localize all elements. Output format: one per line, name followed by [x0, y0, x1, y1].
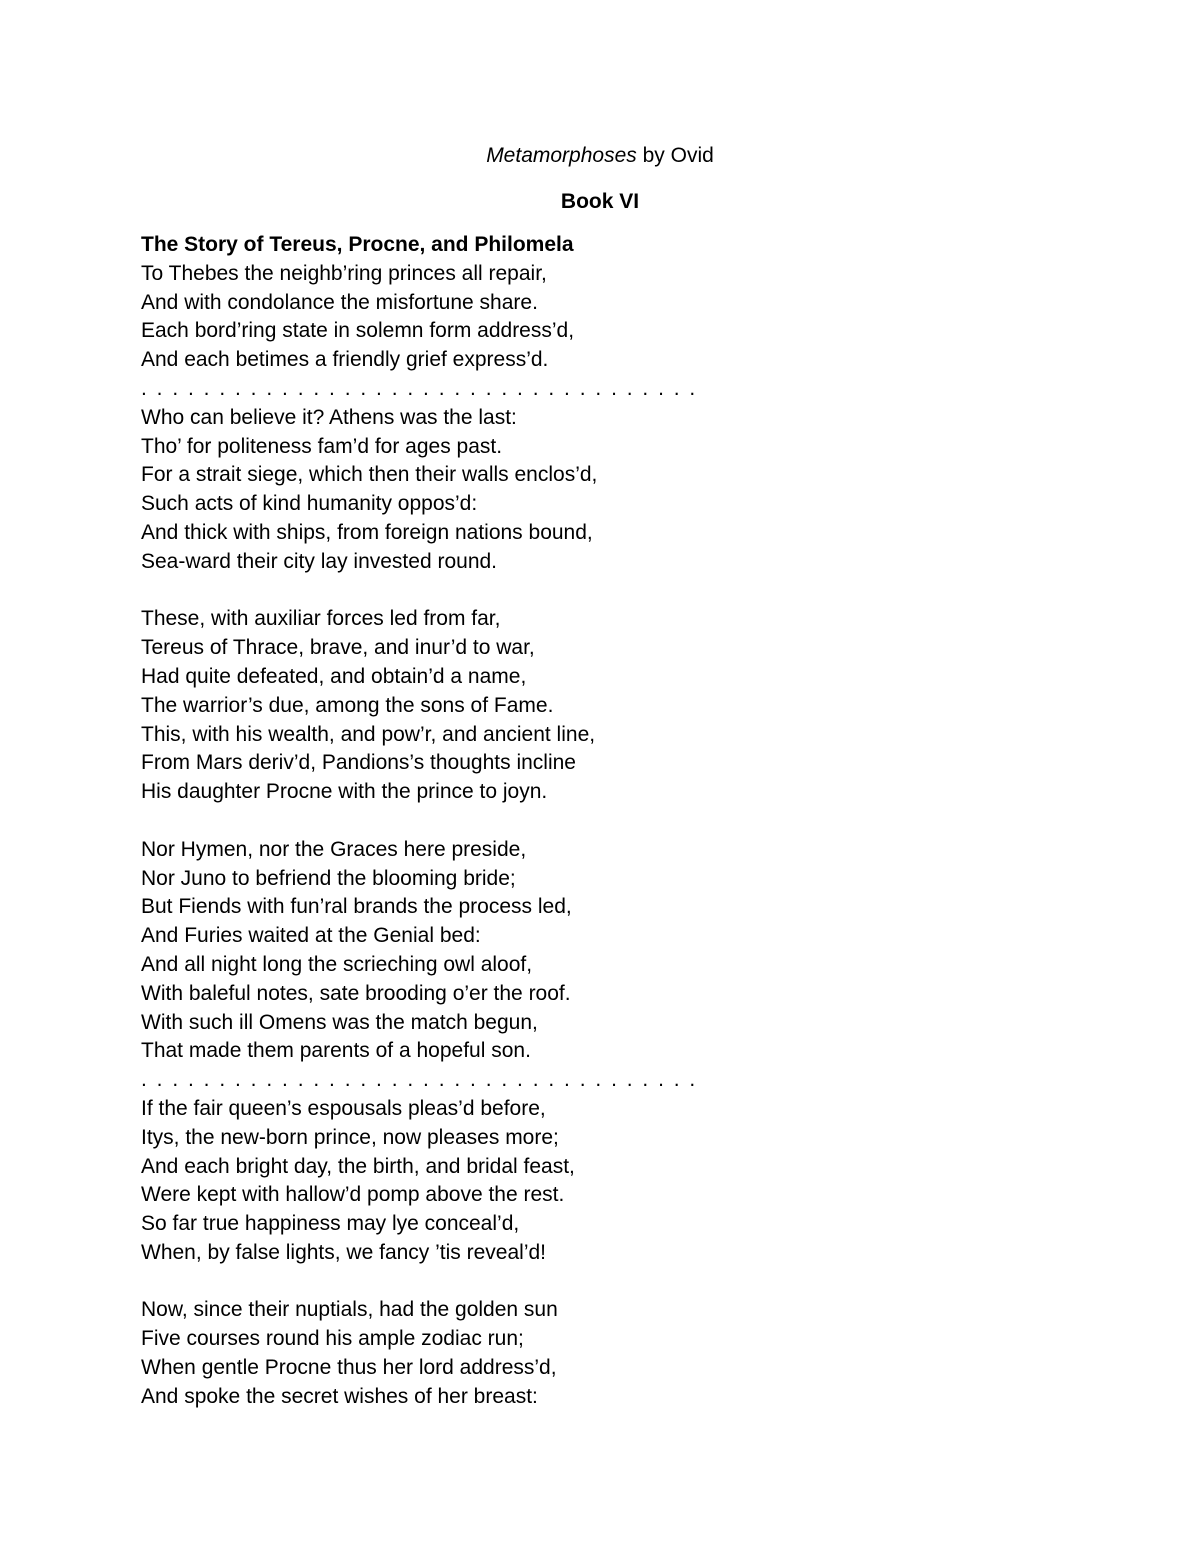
poem-line: Who can believe it? Athens was the last: — [141, 405, 517, 429]
poem-line: If the fair queen’s espousals pleas’d before, — [141, 1096, 546, 1120]
ellipsis-divider: . . . . . . . . . . . . . . . . . . . . . . . . . . . . . . . . . . . . — [141, 1068, 698, 1092]
poem-line: With such ill Omens was the match begun, — [141, 1010, 538, 1034]
poem-line: And Furies waited at the Genial bed: — [141, 924, 481, 948]
poem-line: Itys, the new-born prince, now pleases more; — [141, 1125, 559, 1149]
story-heading: The Story of Tereus, Procne, and Philomela — [141, 233, 574, 256]
poem-line: And with condolance the misfortune share. — [141, 290, 538, 314]
poem-line: The warrior’s due, among the sons of Fame. — [141, 693, 554, 717]
poem-line: And each bright day, the birth, and bridal feast, — [141, 1154, 575, 1178]
poem-line: Now, since their nuptials, had the golden sun — [141, 1298, 558, 1322]
poem-body — [141, 231, 1141, 1412]
poem-line: Nor Juno to befriend the blooming bride; — [141, 866, 516, 890]
document-title — [0, 141, 1200, 171]
poem-line: With baleful notes, sate brooding o’er the roof. — [141, 981, 571, 1005]
stanza-break — [141, 1268, 1141, 1297]
poem-line: So far true happiness may lye conceal’d, — [141, 1212, 520, 1236]
stanza-break — [141, 577, 1141, 606]
poem-line: When gentle Procne thus her lord address’d, — [141, 1356, 557, 1380]
poem-line: This, with his wealth, and pow’r, and ancient line, — [141, 722, 596, 746]
poem-line: Each bord’ring state in solemn form address’d, — [141, 319, 575, 343]
poem-line: Had quite defeated, and obtain’d a name, — [141, 664, 527, 688]
poem-line: For a strait siege, which then their walls enclos’d, — [141, 463, 598, 487]
title-italic: Metamorphoses — [486, 144, 637, 167]
stanza-break — [141, 807, 1141, 836]
poem-line: From Mars deriv’d, Pandions’s thoughts incline — [141, 751, 576, 775]
poem-line: That made them parents of a hopeful son. — [141, 1039, 531, 1063]
poem-line: And all night long the scrieching owl aloof, — [141, 952, 533, 976]
poem-line: Tho’ for politeness fam’d for ages past. — [141, 434, 503, 458]
poem-line: And thick with ships, from foreign nations bound, — [141, 520, 593, 544]
poem-line: These, with auxiliar forces led from far, — [141, 607, 501, 631]
ellipsis-divider: . . . . . . . . . . . . . . . . . . . . . . . . . . . . . . . . . . . . — [141, 376, 698, 400]
poem-line: But Fiends with fun’ral brands the process led, — [141, 895, 572, 919]
poem-line: His daughter Procne with the prince to joyn. — [141, 780, 548, 804]
poem-line: Such acts of kind humanity oppos’d: — [141, 492, 478, 516]
poem-line: When, by false lights, we fancy ’tis reveal’d! — [141, 1240, 547, 1264]
poem-line: And each betimes a friendly grief express’d. — [141, 348, 549, 372]
book-heading: Book VI — [560, 190, 640, 213]
poem-line: Tereus of Thrace, brave, and inur’d to war, — [141, 636, 535, 660]
poem-line: And spoke the secret wishes of her breast: — [141, 1384, 538, 1408]
poem-line: Nor Hymen, nor the Graces here preside, — [141, 837, 527, 861]
poem-line: To Thebes the neighb’ring princes all repair, — [141, 261, 547, 285]
poem-line: Were kept with hallow’d pomp above the rest. — [141, 1183, 565, 1207]
poem-line: Sea-ward their city lay invested round. — [141, 549, 498, 573]
poem-line: Five courses round his ample zodiac run; — [141, 1327, 524, 1351]
title-rest: by Ovid — [636, 144, 714, 167]
